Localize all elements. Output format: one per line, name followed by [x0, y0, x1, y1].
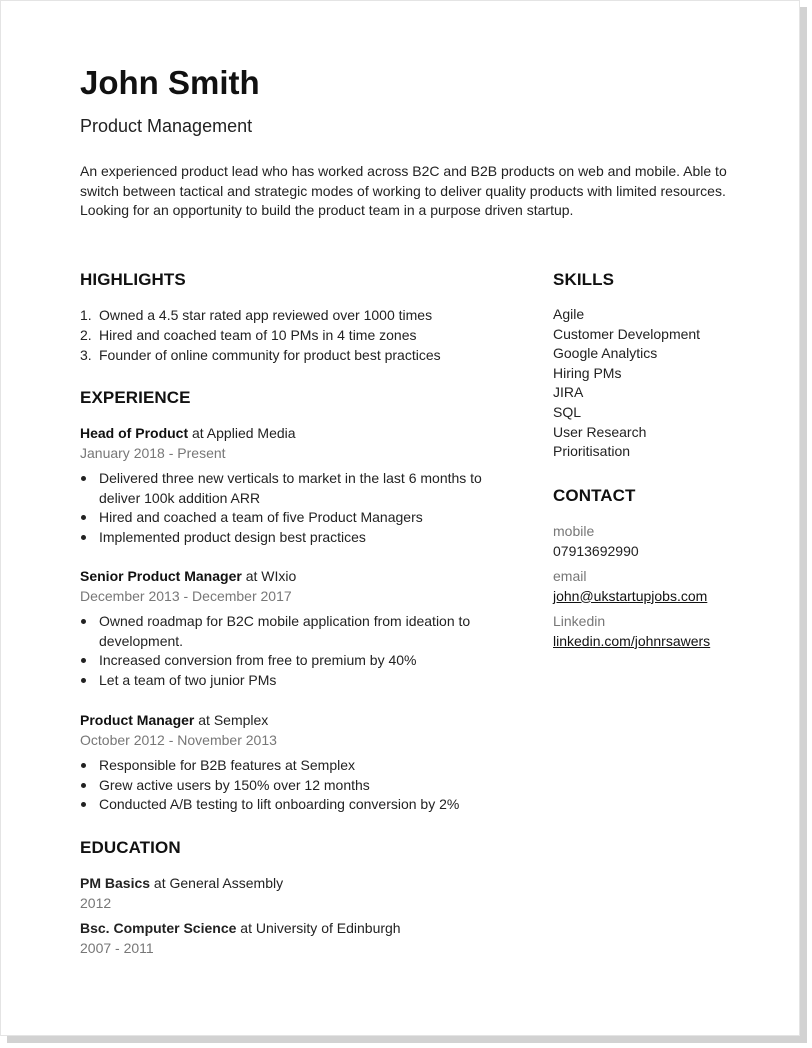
mobile-number: 07913692990	[553, 542, 639, 559]
skill-item: Google Analytics	[553, 345, 658, 362]
job-title-line	[80, 711, 520, 731]
highlight-text: Founder of online community for product best practices	[99, 346, 441, 363]
job-bullet: Owned roadmap for B2C mobile application from ideation to development.	[80, 612, 520, 651]
summary-paragraph: An experienced product lead who has worked across B2C and B2B products on web and mobile. Able to switch between tactical and strategic modes of working to deliver quality products with limited resources. Looking for an opportunity to build the product team in a purpose driven startup.	[80, 163, 727, 219]
skill-item: User Research	[553, 423, 647, 440]
mobile-label: mobile	[553, 523, 595, 539]
job-dates: January 2018 - Present	[80, 444, 226, 461]
job-bullet: Increased conversion from free to premium by 40%	[80, 651, 520, 671]
skill-item: JIRA	[553, 384, 584, 401]
skill-item: Hiring PMs	[553, 364, 622, 381]
contact-email	[553, 567, 707, 606]
skill-item: Customer Development	[553, 325, 701, 342]
education-degree: PM Basics	[80, 875, 151, 891]
job-company: at WIxio	[241, 568, 297, 584]
job-title-line	[80, 567, 520, 587]
highlight-item	[80, 326, 441, 346]
job-company: at Applied Media	[188, 425, 296, 441]
job-bullet: Delivered three new verticals to market in the last 6 months to deliver 100k addition ARR	[80, 469, 520, 508]
email-link[interactable]: john@ukstartupjobs.com	[553, 587, 708, 604]
job-company: at Semplex	[194, 712, 269, 728]
experience-entry	[80, 711, 520, 815]
highlights-list	[80, 306, 441, 365]
contact-mobile	[553, 522, 639, 561]
job-bullet: Conducted A/B testing to lift onboarding conversion by 2%	[80, 795, 520, 815]
education-school: at General Assembly	[150, 875, 284, 891]
education-years: 2007 - 2011	[80, 939, 154, 956]
job-title-line	[80, 424, 520, 444]
education-years: 2012	[80, 894, 112, 911]
job-bullet: Hired and coached a team of five Product Managers	[80, 508, 520, 528]
job-bullet: Let a team of two junior PMs	[80, 671, 520, 691]
education-heading: EDUCATION	[80, 838, 181, 857]
job-bullet: Implemented product design best practices	[80, 528, 520, 548]
job-role: Head of Product	[80, 425, 189, 441]
job-bullets	[80, 612, 520, 690]
job-bullets	[80, 469, 520, 547]
contact-linkedin	[553, 612, 710, 651]
linkedin-label: Linkedin	[553, 613, 606, 629]
job-role: Senior Product Manager	[80, 568, 242, 584]
highlight-item	[80, 346, 441, 366]
skill-item: Prioritisation	[553, 443, 631, 460]
job-role: Product Manager	[80, 712, 195, 728]
contact-heading: CONTACT	[553, 486, 636, 505]
experience-heading: EXPERIENCE	[80, 388, 191, 407]
education-entry	[80, 874, 283, 913]
highlight-number: 1.	[80, 307, 92, 323]
candidate-name: John Smith	[80, 64, 260, 101]
linkedin-link[interactable]: linkedin.com/johnrsawers	[553, 632, 711, 649]
job-bullet: Grew active users by 150% over 12 months	[80, 776, 520, 796]
skills-list	[553, 305, 700, 462]
email-label: email	[553, 568, 587, 584]
experience-entry	[80, 424, 520, 548]
highlight-text: Owned a 4.5 star rated app reviewed over 1000 times	[99, 307, 433, 323]
job-bullet: Responsible for B2B features at Semplex	[80, 756, 520, 776]
job-dates: October 2012 - November 2013	[80, 731, 277, 748]
education-school: at University of Edinburgh	[236, 920, 401, 936]
education-title-line	[80, 874, 283, 894]
job-bullets	[80, 756, 520, 815]
skill-item: SQL	[553, 403, 582, 420]
highlight-number: 2.	[80, 326, 92, 343]
highlight-number: 3.	[80, 346, 92, 363]
experience-entry	[80, 567, 520, 691]
job-dates: December 2013 - December 2017	[80, 587, 292, 604]
candidate-subtitle: Product Management	[80, 116, 253, 136]
highlight-item	[80, 306, 441, 326]
education-entry	[80, 919, 401, 958]
highlights-heading: HIGHLIGHTS	[80, 270, 186, 289]
skill-item: Agile	[553, 306, 585, 322]
education-degree: Bsc. Computer Science	[80, 920, 237, 936]
highlight-text: Hired and coached team of 10 PMs in 4 time zones	[99, 326, 417, 343]
skills-heading: SKILLS	[553, 270, 615, 289]
education-title-line	[80, 919, 401, 939]
